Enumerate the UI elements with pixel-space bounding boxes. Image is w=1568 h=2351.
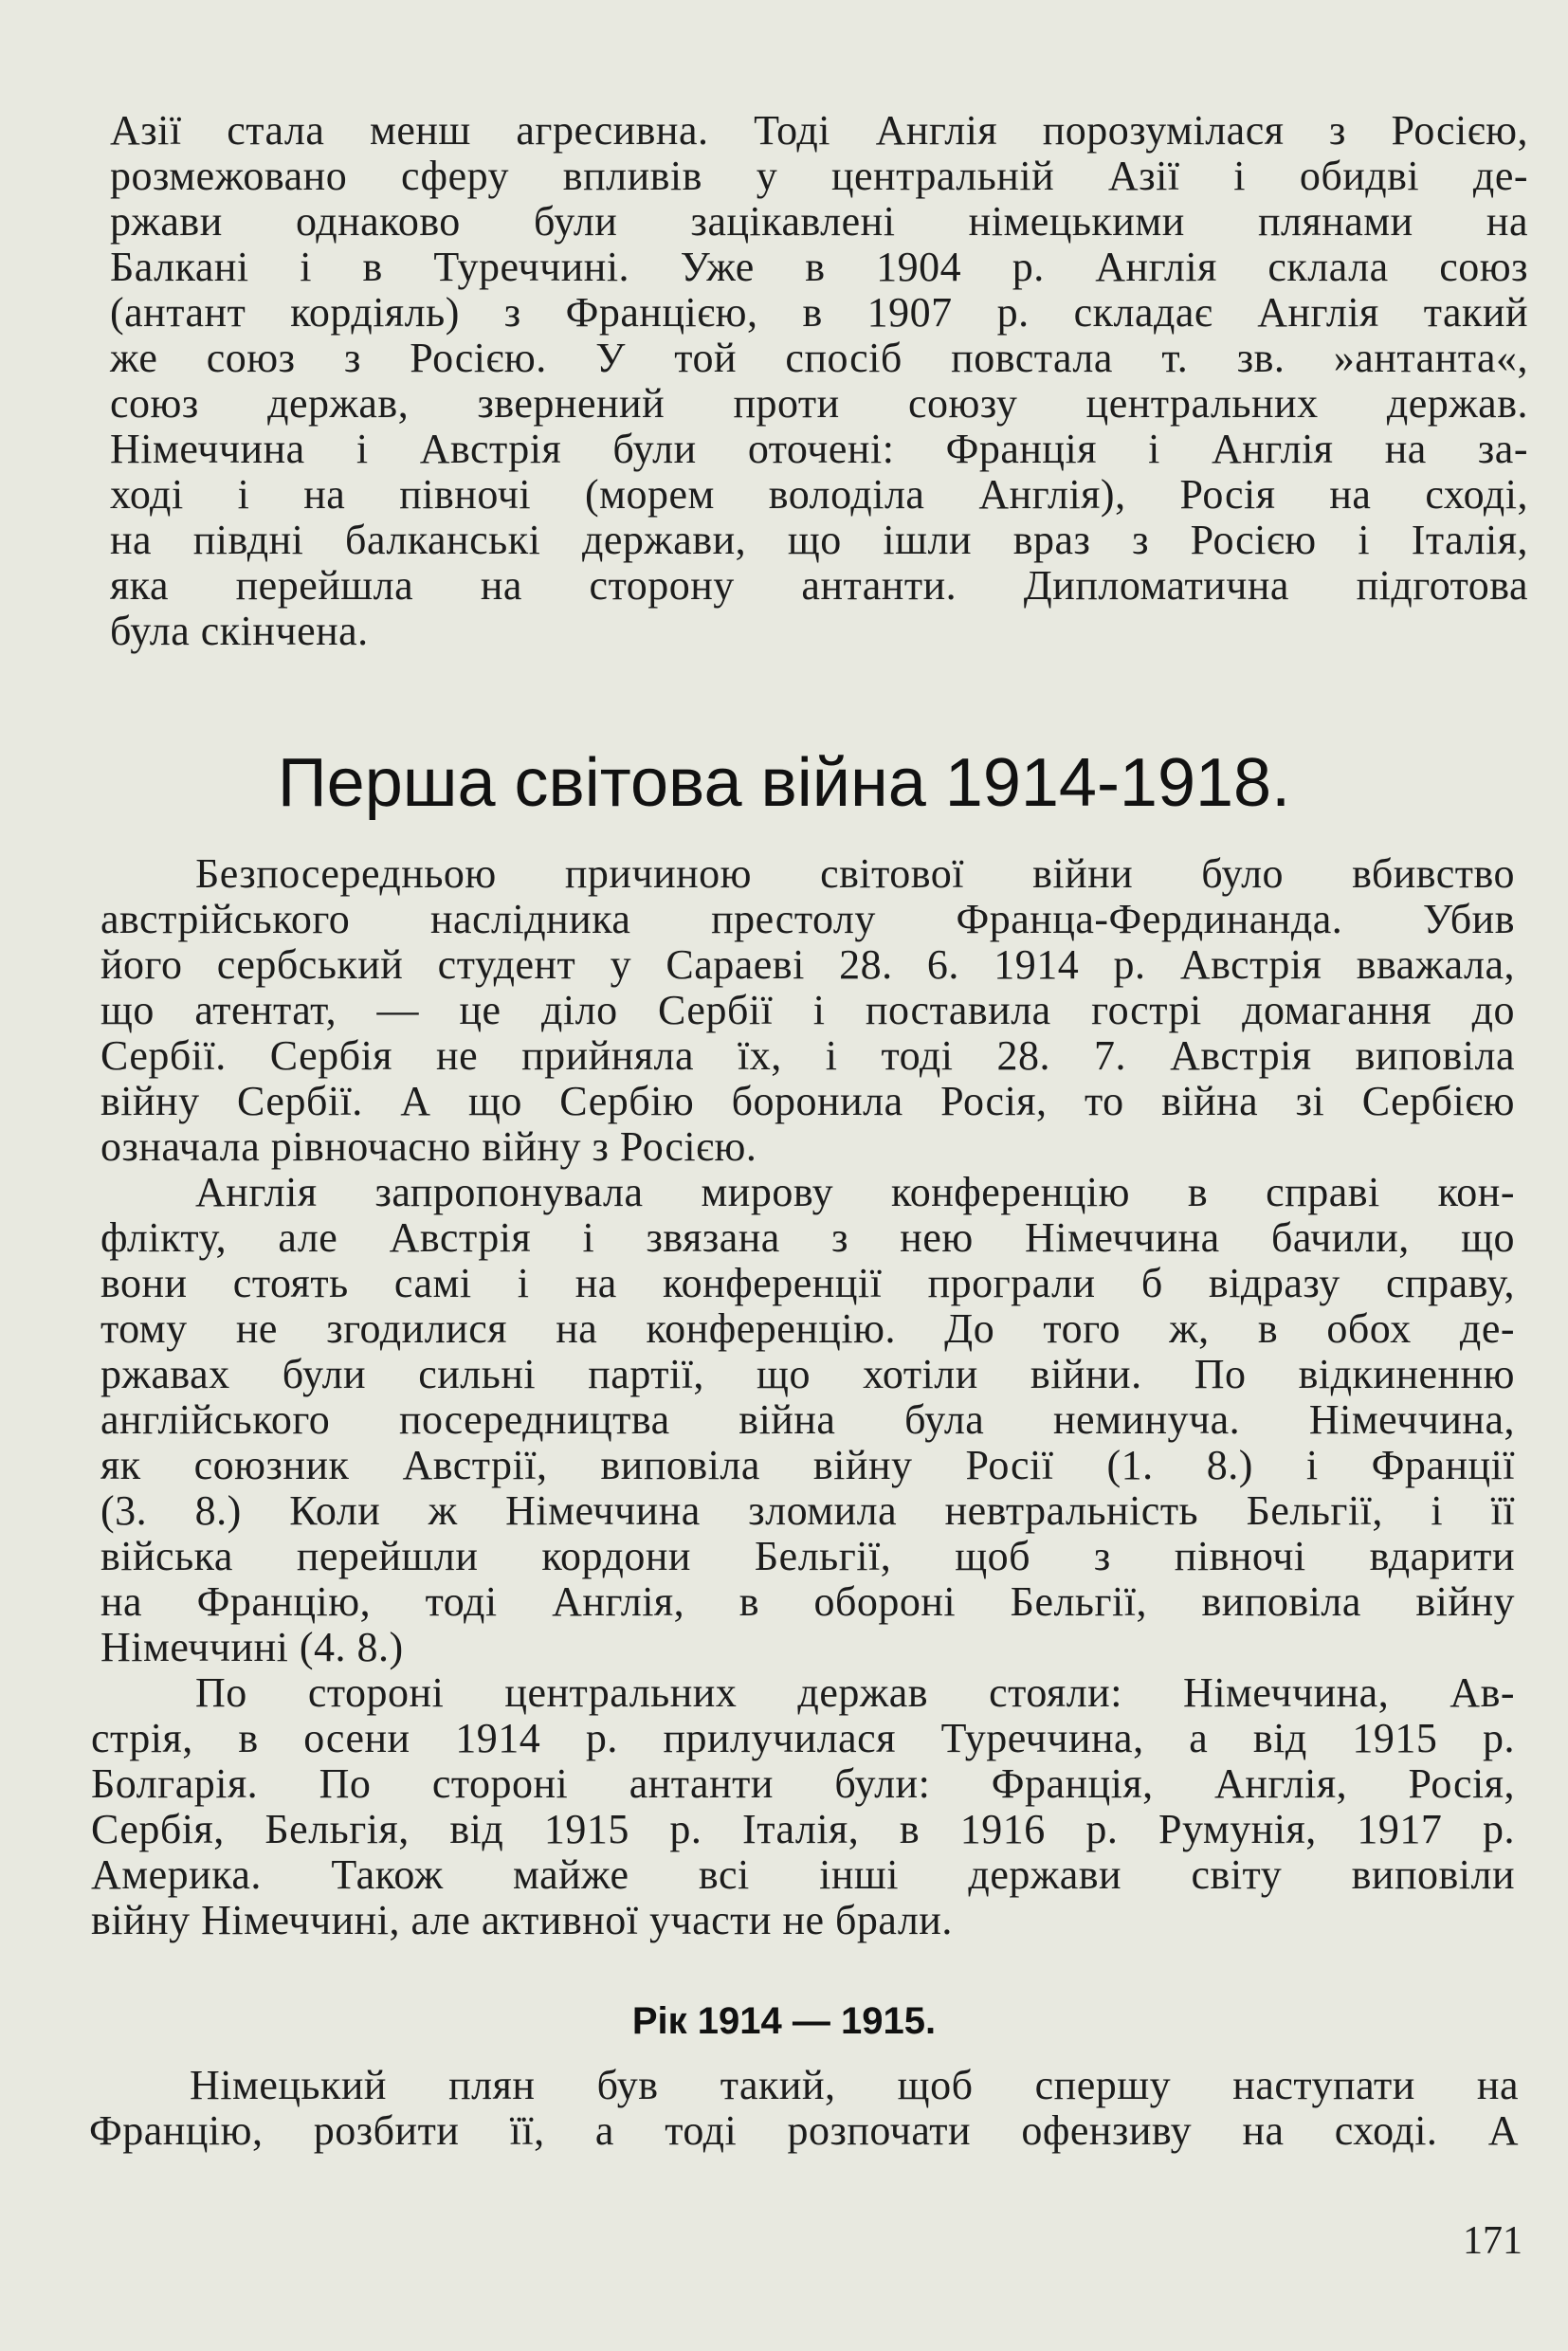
intro-line-8: Німеччина і Австрія були оточені: Франція і Англія на за- bbox=[110, 426, 1528, 472]
body-line-5: Сербії. Сербія не прийняла їх, і тоді 28. 7. Австрія виповіла bbox=[100, 1032, 1515, 1079]
body-line-11: тому не згодилися на конференцію. До того ж, в обох де- bbox=[100, 1305, 1515, 1352]
intro-line-3: ржави однаково були зацікавлені німецькими плянами на bbox=[110, 198, 1528, 245]
body-line-19: По стороні центральних держав стояли: Німеччина, Ав- bbox=[195, 1669, 1515, 1716]
body-line-6: війну Сербії. А що Сербію боронила Росія, то війна зі Сербією bbox=[100, 1078, 1515, 1124]
page-number: 171 bbox=[1463, 2219, 1522, 2263]
intro-line-5: (антант кордіяль) з Францією, в 1907 р. складає Англія такий bbox=[110, 289, 1528, 336]
intro-line-1: Азії стала менш агресивна. Тоді Англія порозумілася з Росією, bbox=[110, 107, 1528, 154]
body-line-17: на Францію, тоді Англія, в обороні Бельгії, виповіла війну bbox=[100, 1578, 1515, 1625]
body-line-22: Сербія, Бельгія, від 1915 р. Італія, в 1916 р. Румунія, 1917 р. bbox=[91, 1806, 1515, 1852]
body-line-23: Америка. Також майже всі інші держави світу виповіли bbox=[91, 1851, 1515, 1898]
body-line-16: війська перейшли кордони Бельгії, щоб з півночі вдарити bbox=[100, 1533, 1515, 1579]
body-line-9: флікту, але Австрія і звязана з нею Німеччина бачили, що bbox=[100, 1214, 1515, 1261]
body-line-8: Англія запропонувала мирову конференцію в справі кон- bbox=[195, 1169, 1515, 1215]
body-line-3: його сербський студент у Сараеві 28. 6. 1914 р. Австрія вважала, bbox=[100, 941, 1515, 988]
body-line-18: Німеччині (4. 8.) bbox=[100, 1624, 404, 1670]
body-line-7: означала рівночасно війну з Росією. bbox=[100, 1123, 757, 1170]
final-line-2: Францію, розбити її, а тоді розпочати офензиву на сході. А bbox=[89, 2107, 1519, 2154]
final-line-1: Німецький плян був такий, щоб спершу наступати на bbox=[190, 2062, 1519, 2108]
body-line-13: англійського посередництва війна була неминуча. Німеччина, bbox=[100, 1396, 1515, 1443]
body-line-2: австрійського наслідника престолу Франца-Фердинанда. Убив bbox=[100, 896, 1515, 942]
body-line-4: що атентат, — це діло Сербії і поставила гострі домагання до bbox=[100, 987, 1515, 1033]
intro-line-7: союз держав, звернений проти союзу центральних держав. bbox=[110, 380, 1528, 427]
intro-line-9: ході і на півночі (морем володіла Англія), Росія на сході, bbox=[110, 471, 1528, 518]
intro-line-4: Балкані і в Туреччині. Уже в 1904 р. Англія склала союз bbox=[110, 244, 1528, 290]
intro-line-10: на півдні балканські держави, що ішли враз з Росією і Італія, bbox=[110, 517, 1528, 563]
body-line-20: стрія, в осени 1914 р. прилучилася Туреччина, а від 1915 р. bbox=[91, 1715, 1515, 1761]
body-line-24: війну Німеччині, але активної участи не брали. bbox=[91, 1897, 953, 1943]
body-line-1: Безпосередньою причиною світової війни було вбивство bbox=[195, 850, 1515, 897]
body-line-10: вони стоять самі і на конференції програли б відразу справу, bbox=[100, 1260, 1515, 1306]
body-line-14: як союзник Австрії, виповіла війну Росії (1. 8.) і Франції bbox=[100, 1442, 1515, 1488]
intro-line-12: була скінчена. bbox=[110, 608, 369, 654]
body-line-15: (3. 8.) Коли ж Німеччина зломила невтральність Бельгії, і її bbox=[100, 1487, 1515, 1534]
body-line-12: ржавах були сильні партії, що хотіли війни. По відкиненню bbox=[100, 1351, 1515, 1397]
intro-line-11: яка перейшла на сторону антанти. Дипломатична підготова bbox=[110, 562, 1528, 609]
intro-line-2: розмежовано сферу впливів у центральній Азії і обидві де- bbox=[110, 153, 1528, 199]
body-line-21: Болгарія. По стороні антанти були: Франція, Англія, Росія, bbox=[91, 1760, 1515, 1807]
intro-line-6: же союз з Росією. У той спосіб повстала т. зв. »антанта«, bbox=[110, 335, 1528, 381]
section-heading: Перша світова війна 1914-1918. bbox=[277, 745, 1291, 821]
subsection-heading: Рік 1914 — 1915. bbox=[631, 2000, 937, 2042]
